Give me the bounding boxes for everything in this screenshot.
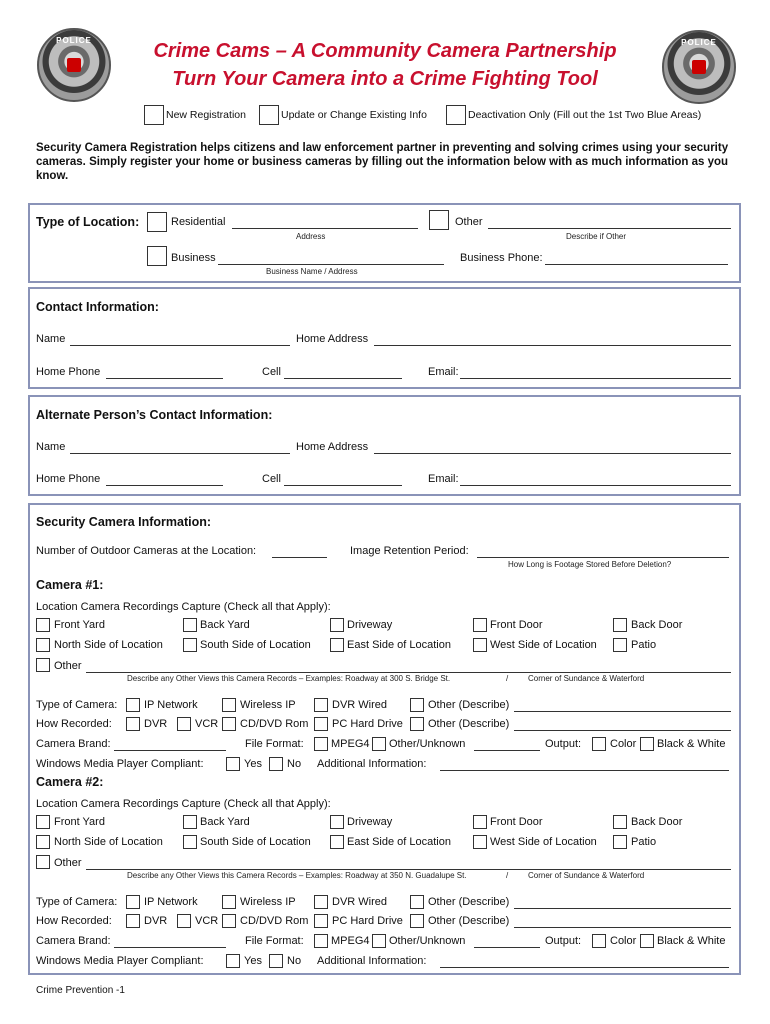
camera-type-label: Type of Camera: [36, 699, 118, 711]
how-recorded-label: How Recorded: [36, 718, 112, 730]
camera-type-option: IP Network [144, 896, 198, 908]
view-label: West Side of Location [490, 836, 597, 848]
wmp-no-label: No [287, 758, 302, 770]
view-label: Patio [631, 836, 657, 848]
view-label: North Side of Location [54, 836, 163, 848]
how-recorded-option: Other (Describe) [428, 915, 510, 927]
residential-label: Residential [171, 216, 226, 228]
view-label: South Side of Location [200, 836, 311, 848]
wmp-no-checkbox[interactable] [269, 757, 283, 771]
format-mpeg4-label: MPEG4 [331, 935, 370, 947]
view-label: Back Door [631, 816, 683, 828]
how-recorded-option: PC Hard Drive [332, 718, 403, 730]
additional-info-label: Additional Information: [317, 955, 427, 967]
other-view-hint2: Corner of Sundance & Waterford [528, 674, 645, 683]
intro-text: Security Camera Registration helps citizens and law enforcement partner in preventing and solving crimes using your security cameras. Simply register your home or business cameras by filling out the information below with as much information as you know. [36, 142, 729, 182]
camera-type-checkbox[interactable] [222, 895, 236, 909]
output-bw-label: Black & White [657, 935, 726, 947]
view-label: Front Door [490, 619, 543, 631]
other-location-checkbox[interactable] [429, 210, 449, 230]
capture-label: Location Camera Recordings Capture (Check all that Apply): [36, 601, 331, 613]
camera-title: Camera #1: [36, 578, 104, 592]
format-mpeg4-label: MPEG4 [331, 738, 370, 750]
output-bw-checkbox[interactable] [640, 737, 654, 751]
other-view-field[interactable] [86, 869, 731, 870]
camera-brand-field[interactable] [114, 947, 226, 948]
view-label: East Side of Location [347, 639, 451, 651]
alt-phone-field[interactable] [106, 485, 223, 486]
residential-checkbox[interactable] [147, 212, 167, 232]
contact-title: Contact Information: [36, 300, 159, 314]
output-label: Output: [545, 738, 582, 750]
camera-brand-label: Camera Brand: [36, 935, 111, 947]
business-phone-label: Business Phone: [460, 252, 543, 264]
how-recorded-option: VCR [195, 915, 219, 927]
alt-name-label: Name [36, 441, 66, 453]
contact-name-label: Name [36, 333, 66, 345]
footer-text: Crime Prevention -1 [36, 985, 125, 996]
view-checkbox[interactable] [330, 835, 344, 849]
other-view-hint: Describe any Other Views this Camera Records – Examples: Roadway at 350 N. Guadalupe St. [127, 871, 467, 880]
view-label: Back Door [631, 619, 683, 631]
format-other-label: Other/Unknown [389, 738, 466, 750]
alternate-title: Alternate Person’s Contact Information: [36, 408, 273, 422]
view-label: Back Yard [200, 816, 250, 828]
output-color-checkbox[interactable] [592, 934, 606, 948]
camera-type-option: DVR Wired [332, 699, 388, 711]
camera-type-option: Other (Describe) [428, 896, 510, 908]
page-title: Crime Cams – A Community Camera Partnership [153, 40, 617, 62]
new-registration-checkbox[interactable] [144, 105, 164, 125]
alt-name-field[interactable] [70, 453, 290, 454]
output-color-label: Color [610, 935, 637, 947]
wmp-no-checkbox[interactable] [269, 954, 283, 968]
other-view-hint2: Corner of Sundance & Waterford [528, 871, 645, 880]
contact-email-field[interactable] [460, 378, 731, 379]
how-recorded-label: How Recorded: [36, 915, 112, 927]
how-recorded-checkbox[interactable] [177, 914, 191, 928]
camera-type-checkbox[interactable] [126, 698, 140, 712]
view-checkbox[interactable] [36, 618, 50, 632]
camera-type-option: IP Network [144, 699, 198, 711]
file-format-label: File Format: [245, 935, 304, 947]
format-other-field[interactable] [474, 750, 540, 751]
wmp-yes-checkbox[interactable] [226, 954, 240, 968]
camera-type-checkbox[interactable] [222, 698, 236, 712]
business-name-field[interactable] [218, 264, 444, 265]
camera-type-option: Other (Describe) [428, 699, 510, 711]
view-label: Patio [631, 639, 657, 651]
police-badge-left-icon: POLICE [37, 28, 111, 102]
output-color-checkbox[interactable] [592, 737, 606, 751]
view-checkbox[interactable] [473, 815, 487, 829]
how-recorded-checkbox[interactable] [177, 717, 191, 731]
capture-label: Location Camera Recordings Capture (Check all that Apply): [36, 798, 331, 810]
view-checkbox[interactable] [36, 835, 50, 849]
other-view-sep: / [506, 871, 509, 880]
camera-type-checkbox[interactable] [314, 698, 328, 712]
view-label: Front Door [490, 816, 543, 828]
retention-hint: How Long is Footage Stored Before Deletion? [508, 560, 672, 569]
update-info-label: Update or Change Existing Info [281, 109, 427, 121]
view-checkbox[interactable] [613, 815, 627, 829]
update-info-checkbox[interactable] [259, 105, 279, 125]
view-checkbox[interactable] [473, 638, 487, 652]
camera-brand-label: Camera Brand: [36, 738, 111, 750]
business-label: Business [171, 252, 216, 264]
how-recorded-option: CD/DVD Rom [240, 718, 309, 730]
view-label: North Side of Location [54, 639, 163, 651]
view-checkbox[interactable] [183, 618, 197, 632]
contact-phone-field[interactable] [106, 378, 223, 379]
format-other-checkbox[interactable] [372, 934, 386, 948]
business-phone-field[interactable] [545, 264, 728, 265]
file-format-label: File Format: [245, 738, 304, 750]
view-checkbox[interactable] [183, 638, 197, 652]
camera-type-checkbox[interactable] [126, 895, 140, 909]
view-checkbox[interactable] [613, 835, 627, 849]
security-title: Security Camera Information: [36, 515, 212, 529]
format-other-checkbox[interactable] [372, 737, 386, 751]
additional-info-label: Additional Information: [317, 758, 427, 770]
view-checkbox[interactable] [183, 815, 197, 829]
alt-address-field[interactable] [374, 453, 731, 454]
camera-type-checkbox[interactable] [410, 698, 424, 712]
alt-email-label: Email: [428, 473, 459, 485]
format-other-field[interactable] [474, 947, 540, 948]
view-checkbox[interactable] [473, 835, 487, 849]
retention-field[interactable] [477, 557, 729, 558]
other-view-checkbox[interactable] [36, 658, 50, 672]
output-color-label: Color [610, 738, 637, 750]
view-label: Back Yard [200, 619, 250, 631]
how-recorded-checkbox[interactable] [410, 717, 424, 731]
contact-cell-label: Cell [262, 366, 281, 378]
other-location-hint: Describe if Other [566, 232, 627, 241]
how-recorded-checkbox[interactable] [222, 914, 236, 928]
camera-type-option: DVR Wired [332, 896, 388, 908]
page-subtitle: Turn Your Camera into a Crime Fighting Tool [172, 68, 598, 90]
view-checkbox[interactable] [330, 638, 344, 652]
contact-name-field[interactable] [70, 345, 290, 346]
how-recorded-other-field[interactable] [514, 927, 731, 928]
camera-type-other-field[interactable] [514, 908, 731, 909]
how-recorded-checkbox[interactable] [126, 914, 140, 928]
view-label: Front Yard [54, 816, 105, 828]
wmp-compliant-label: Windows Media Player Compliant: [36, 758, 204, 770]
contact-address-label: Home Address [296, 333, 369, 345]
how-recorded-other-field[interactable] [514, 730, 731, 731]
other-location-label: Other [455, 216, 483, 228]
police-badge-right-icon: POLICE [662, 30, 736, 104]
location-title: Type of Location: [36, 215, 140, 229]
view-checkbox[interactable] [36, 815, 50, 829]
output-label: Output: [545, 935, 582, 947]
view-checkbox[interactable] [330, 618, 344, 632]
view-label: West Side of Location [490, 639, 597, 651]
view-checkbox[interactable] [36, 638, 50, 652]
other-view-checkbox[interactable] [36, 855, 50, 869]
business-hint: Business Name / Address [266, 267, 358, 276]
contact-phone-label: Home Phone [36, 366, 101, 378]
view-checkbox[interactable] [613, 638, 627, 652]
wmp-compliant-label: Windows Media Player Compliant: [36, 955, 204, 967]
alt-phone-label: Home Phone [36, 473, 101, 485]
additional-info-field[interactable] [440, 770, 729, 771]
how-recorded-option: DVR [144, 915, 168, 927]
retention-label: Image Retention Period: [350, 545, 469, 557]
address-hint: Address [296, 232, 326, 241]
camera-type-checkbox[interactable] [410, 895, 424, 909]
how-recorded-option: VCR [195, 718, 219, 730]
view-checkbox[interactable] [473, 618, 487, 632]
alt-address-label: Home Address [296, 441, 369, 453]
how-recorded-option: DVR [144, 718, 168, 730]
how-recorded-checkbox[interactable] [222, 717, 236, 731]
view-label: South Side of Location [200, 639, 311, 651]
other-view-field[interactable] [86, 672, 731, 673]
residential-address-field[interactable] [232, 228, 418, 229]
view-label: Driveway [347, 619, 393, 631]
view-label: East Side of Location [347, 836, 451, 848]
how-recorded-checkbox[interactable] [126, 717, 140, 731]
output-bw-label: Black & White [657, 738, 726, 750]
wmp-no-label: No [287, 955, 302, 967]
camera-type-option: Wireless IP [240, 896, 296, 908]
view-checkbox[interactable] [613, 618, 627, 632]
num-cameras-field[interactable] [272, 557, 327, 558]
view-checkbox[interactable] [330, 815, 344, 829]
other-view-label: Other [54, 660, 82, 672]
num-cameras-label: Number of Outdoor Cameras at the Location: [36, 545, 257, 557]
deactivation-label: Deactivation Only (Fill out the 1st Two Blue Areas) [468, 109, 702, 121]
other-view-label: Other [54, 857, 82, 869]
view-label: Driveway [347, 816, 393, 828]
alt-email-field[interactable] [460, 485, 731, 486]
how-recorded-checkbox[interactable] [314, 914, 328, 928]
view-checkbox[interactable] [183, 835, 197, 849]
camera-type-other-field[interactable] [514, 711, 731, 712]
contact-address-field[interactable] [374, 345, 731, 346]
contact-email-label: Email: [428, 366, 459, 378]
how-recorded-option: PC Hard Drive [332, 915, 403, 927]
other-view-hint: Describe any Other Views this Camera Records – Examples: Roadway at 300 S. Bridge St. [127, 674, 451, 683]
deactivation-checkbox[interactable] [446, 105, 466, 125]
wmp-yes-checkbox[interactable] [226, 757, 240, 771]
business-checkbox[interactable] [147, 246, 167, 266]
view-label: Front Yard [54, 619, 105, 631]
output-bw-checkbox[interactable] [640, 934, 654, 948]
alt-cell-field[interactable] [284, 485, 402, 486]
camera-type-label: Type of Camera: [36, 896, 118, 908]
format-mpeg4-checkbox[interactable] [314, 934, 328, 948]
how-recorded-option: Other (Describe) [428, 718, 510, 730]
format-mpeg4-checkbox[interactable] [314, 737, 328, 751]
contact-cell-field[interactable] [284, 378, 402, 379]
other-location-field[interactable] [488, 228, 731, 229]
camera-type-option: Wireless IP [240, 699, 296, 711]
camera-type-checkbox[interactable] [314, 895, 328, 909]
new-registration-label: New Registration [166, 109, 246, 121]
camera-title: Camera #2: [36, 775, 104, 789]
how-recorded-checkbox[interactable] [410, 914, 424, 928]
wmp-yes-label: Yes [244, 955, 262, 967]
format-other-label: Other/Unknown [389, 935, 466, 947]
how-recorded-checkbox[interactable] [314, 717, 328, 731]
other-view-sep: / [506, 674, 509, 683]
wmp-yes-label: Yes [244, 758, 262, 770]
additional-info-field[interactable] [440, 967, 729, 968]
alt-cell-label: Cell [262, 473, 281, 485]
camera-brand-field[interactable] [114, 750, 226, 751]
how-recorded-option: CD/DVD Rom [240, 915, 309, 927]
